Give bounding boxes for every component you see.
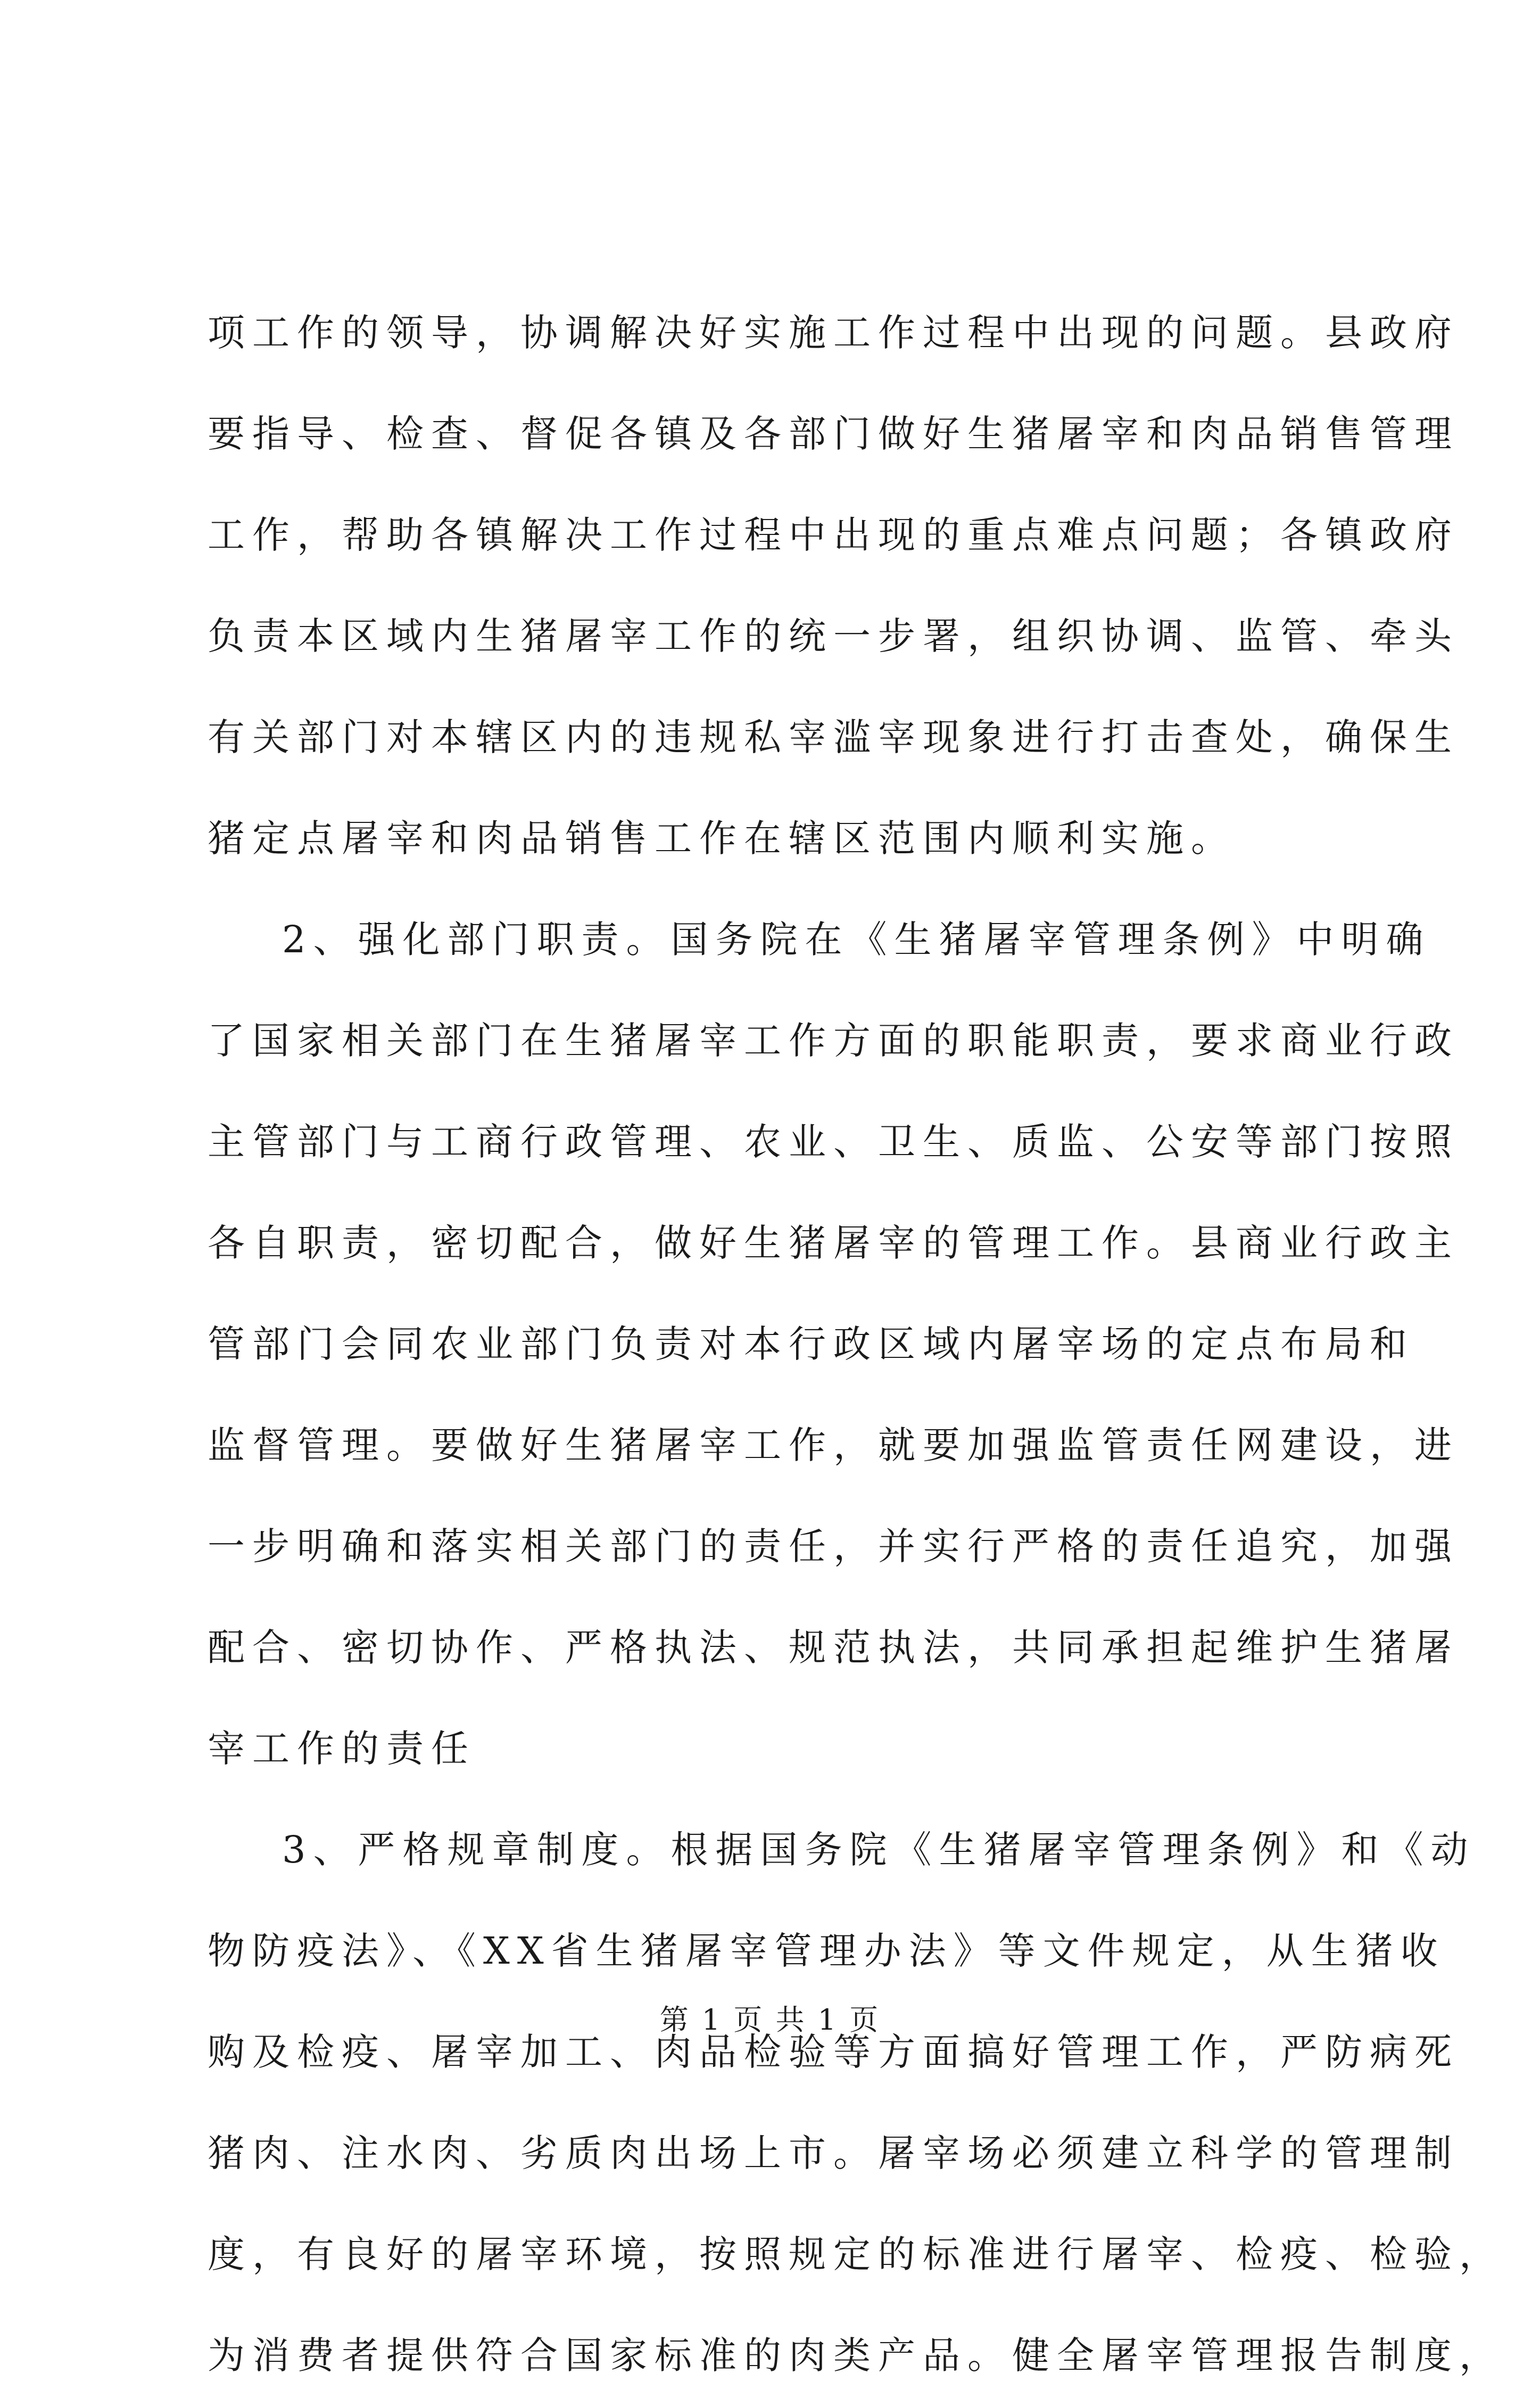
text-line: 猪肉、注水肉、劣质肉出场上市。屠宰场必须建立科学的管理制 — [208, 2131, 1459, 2175]
text-line: 负责本区域内生猪屠宰工作的统一步署，组织协调、监管、牵头 — [208, 614, 1459, 658]
text-line: 3、严格规章制度。根据国务院《生猪屠宰管理条例》和《动 — [282, 1828, 1476, 1872]
text-line: 监督管理。要做好生猪屠宰工作，就要加强监管责任网建设，进 — [208, 1423, 1459, 1467]
text-line: 有关部门对本辖区内的违规私宰滥宰现象进行打击查处，确保生 — [208, 715, 1459, 759]
text-line: 度，有良好的屠宰环境，按照规定的标准进行屠宰、检疫、检验， — [208, 2232, 1504, 2276]
text-line: 2、强化部门职责。国务院在《生猪屠宰管理条例》中明确 — [282, 918, 1431, 961]
text-line: 项工作的领导，协调解决好实施工作过程中出现的问题。县政府 — [208, 311, 1459, 355]
page-footer: 第 1 页 共 1 页 — [659, 2003, 881, 2037]
text-line: 主管部门与工商行政管理、农业、卫生、质监、公安等部门按照 — [208, 1120, 1459, 1164]
text-line: 为消费者提供符合国家标准的肉类产品。健全屠宰管理报告制度， — [208, 2334, 1504, 2377]
document-body — [208, 282, 1504, 2406]
text-line: 购及检疫、屠宰加工、肉品检验等方面搞好管理工作，严防病死 — [208, 2030, 1459, 2074]
text-line: 各自职责，密切配合，做好生猪屠宰的管理工作。县商业行政主 — [208, 1221, 1459, 1265]
text-line: 配合、密切协作、严格执法、规范执法，共同承担起维护生猪屠 — [208, 1626, 1459, 1669]
text-line: 要指导、检查、督促各镇及各部门做好生猪屠宰和肉品销售管理 — [208, 412, 1459, 456]
text-line: 了国家相关部门在生猪屠宰工作方面的职能职责，要求商业行政 — [208, 1019, 1459, 1062]
text-line: 一步明确和落实相关部门的责任，并实行严格的责任追究，加强 — [208, 1525, 1459, 1568]
text-line: 工作，帮助各镇解决工作过程中出现的重点难点问题；各镇政府 — [208, 513, 1459, 557]
text-line: 管部门会同农业部门负责对本行政区域内屠宰场的定点布局和 — [208, 1322, 1414, 1366]
text-line: 宰工作的责任 — [208, 1727, 476, 1770]
text-line: 物防疫法》、《XX省生猪屠宰管理办法》等文件规定，从生猪收 — [208, 1929, 1445, 1973]
text-line: 猪定点屠宰和肉品销售工作在辖区范围内顺利实施。 — [208, 817, 1236, 860]
